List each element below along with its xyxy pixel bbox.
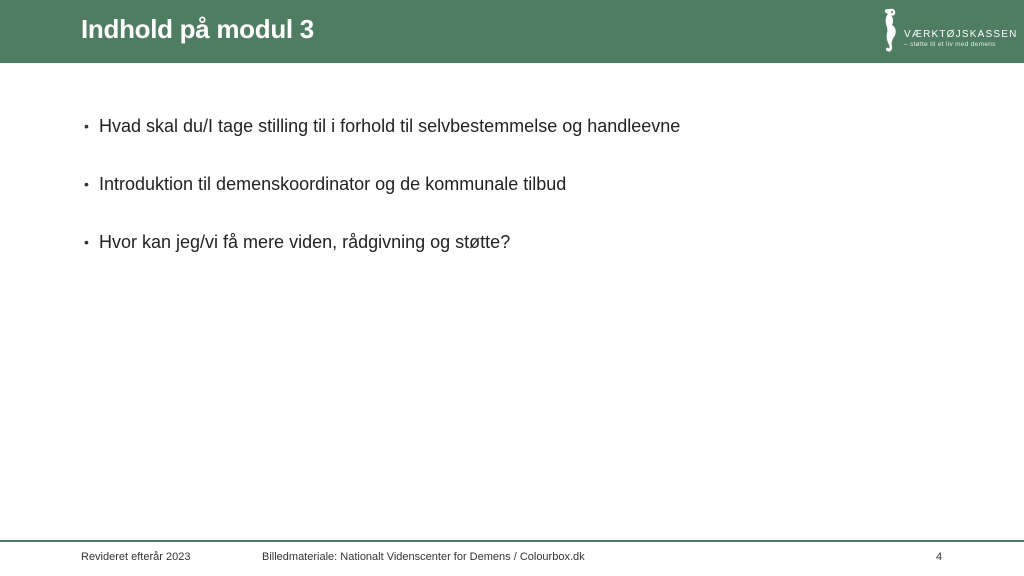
list-item <box>84 230 680 254</box>
bullet-text: Hvad skal du/I tage stilling til i forhold til selvbestemmelse og handleevne <box>99 116 681 136</box>
slide-title: Indhold på modul 3 <box>81 14 314 44</box>
vaerktojskassen-logo <box>878 6 1018 58</box>
slide-header <box>0 0 1024 63</box>
footer-revised: Revideret efterår 2023 <box>81 551 191 563</box>
bullet-icon: • <box>84 234 89 250</box>
logo-name: VÆRKTØJSKASSEN <box>904 29 1018 40</box>
list-item <box>84 172 680 196</box>
list-item <box>84 114 680 138</box>
logo-tagline: – støtte til et liv med demens <box>904 41 996 48</box>
footer-credits: Billedmateriale: Nationalt Videnscenter for Demens / Colourbox.dk <box>262 551 585 563</box>
seahorse-icon <box>878 6 902 58</box>
page-number: 4 <box>936 551 943 563</box>
bullet-text: Hvor kan jeg/vi få mere viden, rådgivning og støtte? <box>99 232 511 252</box>
bullet-icon: • <box>84 176 89 192</box>
bullet-text: Introduktion til demenskoordinator og de kommunale tilbud <box>99 174 567 194</box>
bullet-list <box>84 114 680 288</box>
bullet-icon: • <box>84 118 89 134</box>
footer-divider <box>0 540 1024 542</box>
